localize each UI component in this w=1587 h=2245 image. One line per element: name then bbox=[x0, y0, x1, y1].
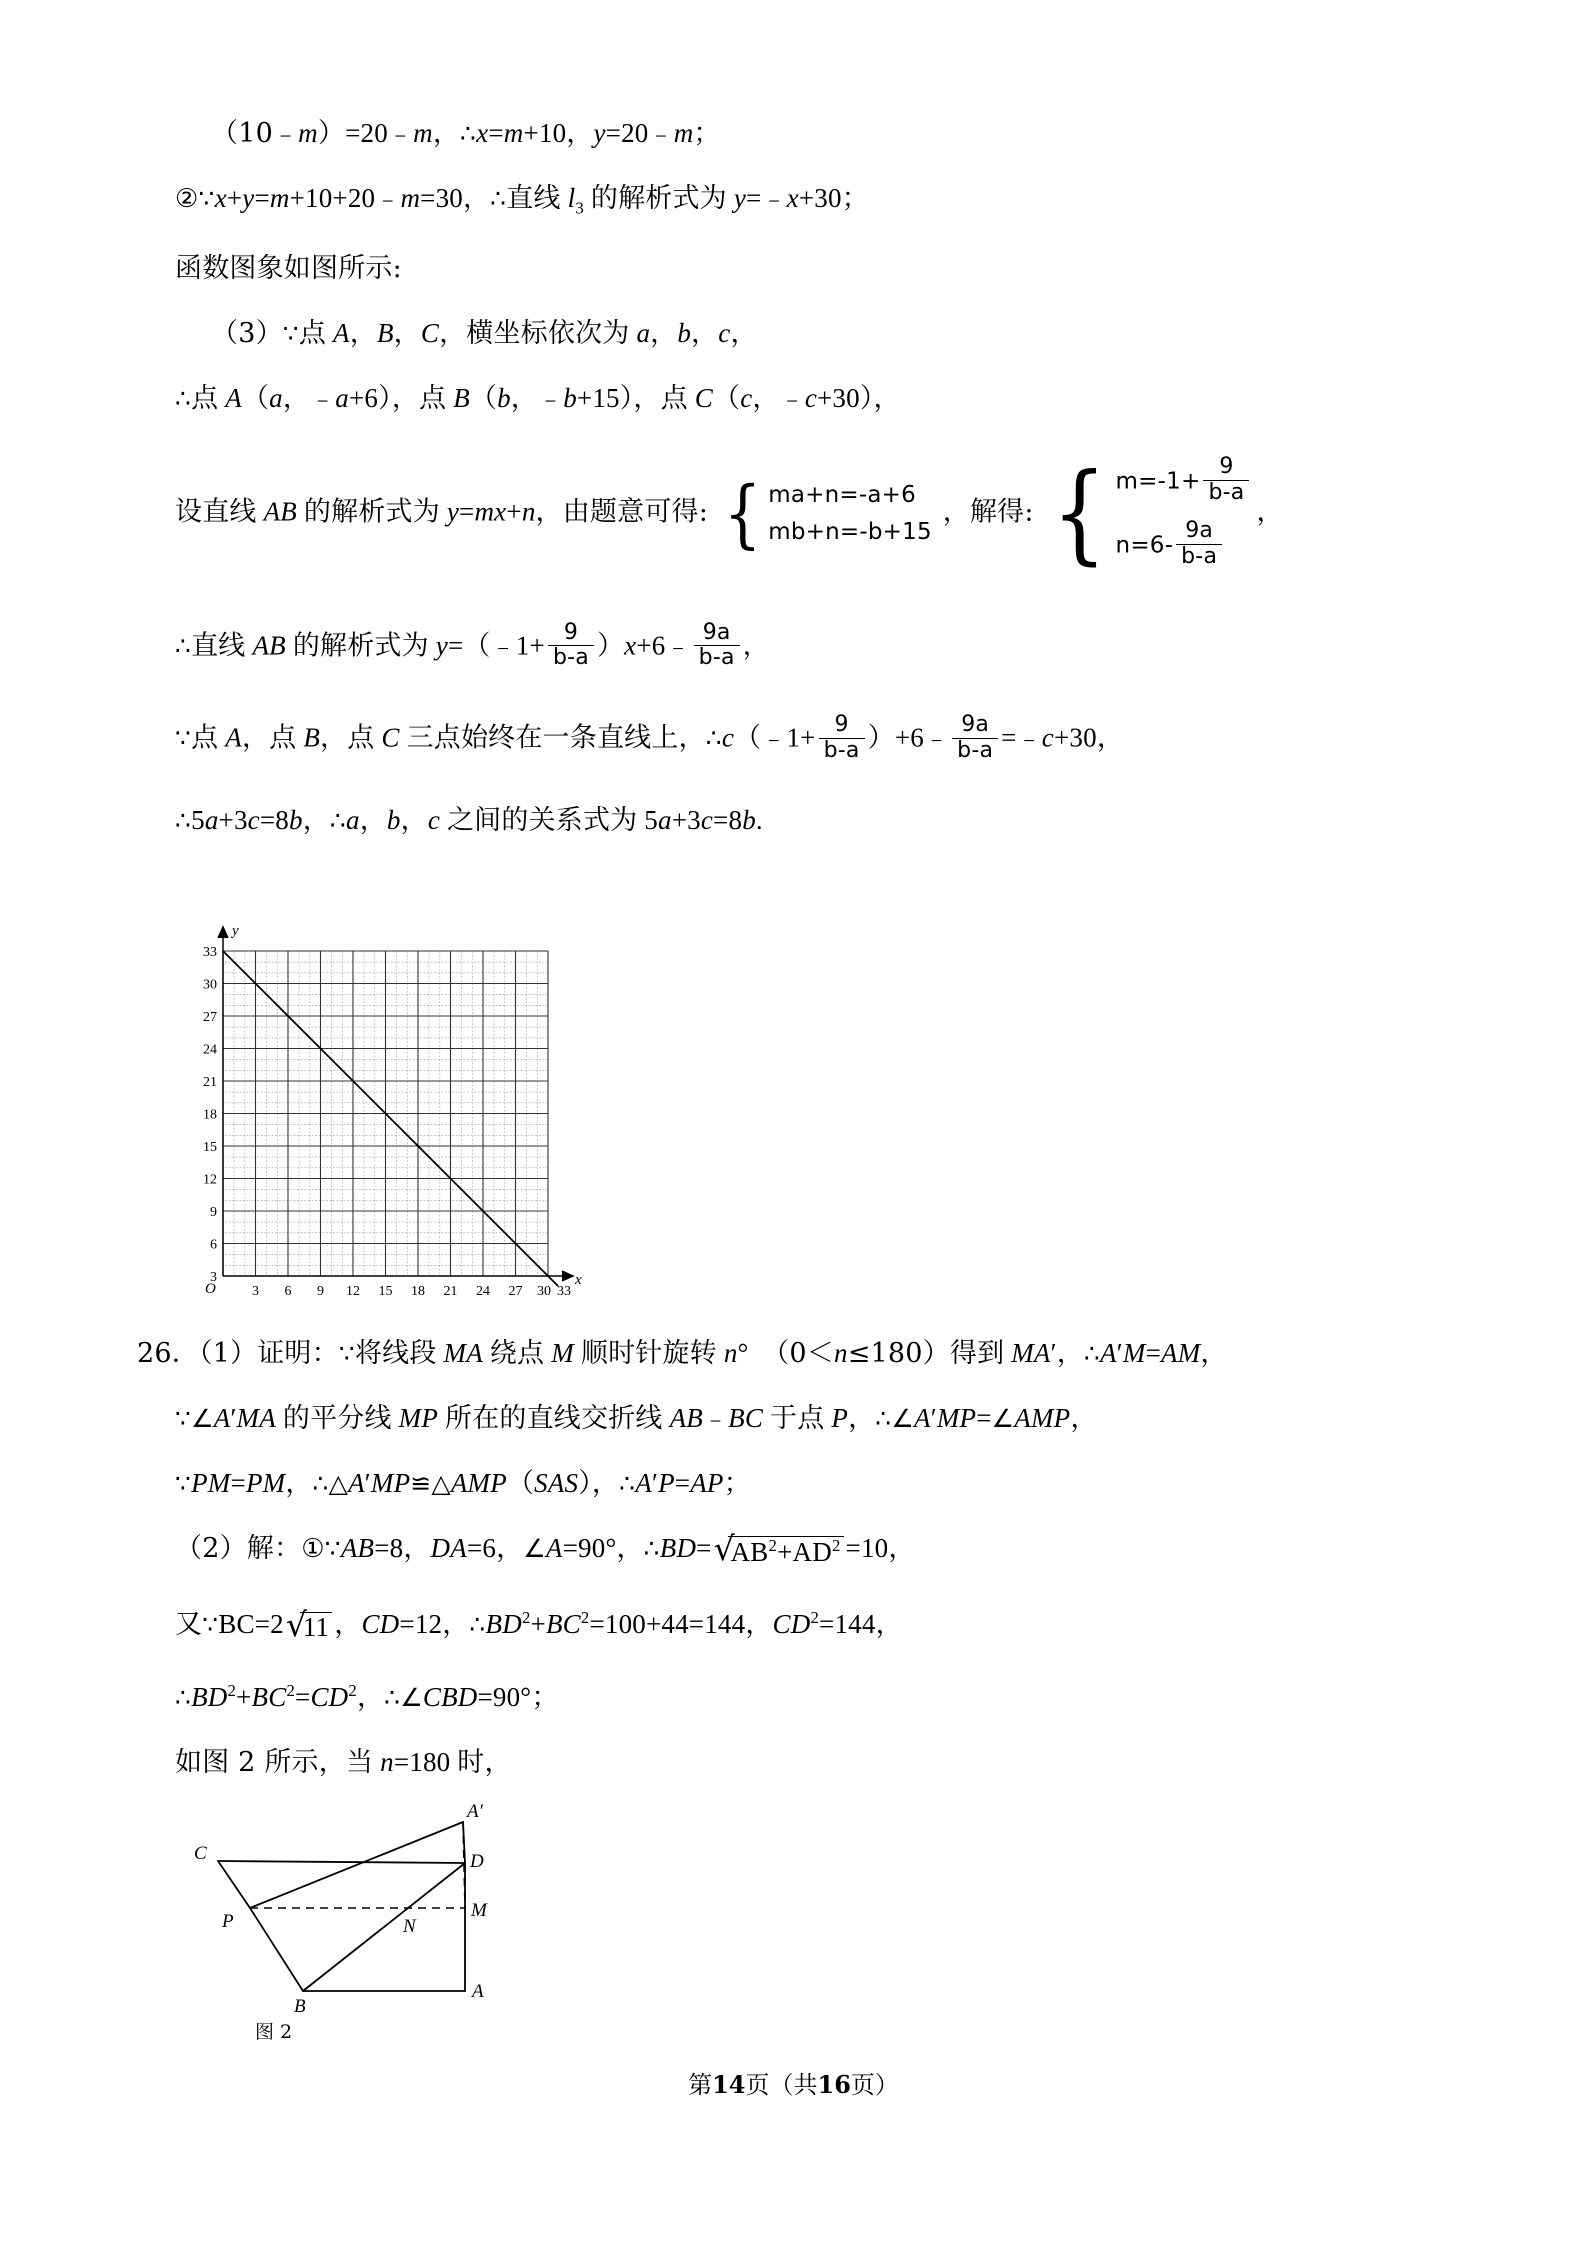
figure-2-caption: 图 2 bbox=[255, 2021, 293, 2043]
svg-text:27: 27 bbox=[203, 1010, 217, 1025]
fraction: $\frac{9a}{b-a}$ bbox=[952, 713, 998, 763]
figure-2-labels bbox=[194, 1801, 488, 2017]
equation-system-1 bbox=[719, 471, 932, 558]
page-footer bbox=[0, 2065, 1587, 2100]
svg-text:15: 15 bbox=[203, 1140, 217, 1155]
svg-text:9: 9 bbox=[210, 1205, 217, 1220]
sys1-row-1: ma+n=-a+6 bbox=[768, 482, 916, 509]
figure-2-lines bbox=[218, 1822, 465, 1991]
footer-page-number: 14 bbox=[712, 2070, 746, 2099]
p25-line-9: ∴5a+3c=8b，∴a，b，c 之间的关系式为 5a+3c=8b. bbox=[175, 805, 763, 837]
p25-line-8: ∵点 A，点 B，点 C 三点始终在一条直线上，∴c（﹣1+ $\frac{9}{b-a}$ ）+6﹣ $\frac{9a}{b-a}$ =﹣c+30， bbox=[175, 711, 1125, 763]
label-D: D bbox=[470, 1851, 484, 1872]
svg-text:33: 33 bbox=[557, 1284, 571, 1299]
p25-line-6-mid: ，解得: bbox=[942, 496, 1034, 528]
svg-text:21: 21 bbox=[203, 1075, 217, 1090]
sys2-row-2: n=6- $\frac{9a}{b-a}$ bbox=[1116, 514, 1253, 578]
svg-text:18: 18 bbox=[203, 1107, 217, 1123]
p25-line-4: （3）∵点 A，B，C，横坐标依次为 a，b，c， bbox=[211, 318, 758, 350]
y-axis-arrow bbox=[218, 925, 228, 938]
x-axis-arrow bbox=[562, 1271, 575, 1281]
p25-line-5: ∴点 A（a，﹣a+6），点 B（b，﹣b+15），点 C（c，﹣c+30）， bbox=[175, 383, 901, 415]
x-axis-label: x bbox=[575, 1272, 582, 1288]
sys1-row-2: mb+n=-b+15 bbox=[768, 519, 932, 546]
function-graph-figure bbox=[175, 905, 595, 1325]
svg-text:24: 24 bbox=[476, 1284, 490, 1299]
svg-text:12: 12 bbox=[346, 1284, 360, 1299]
answer-body bbox=[175, 120, 1435, 872]
fraction: $\frac{9a}{b-a}$ bbox=[694, 621, 740, 671]
svg-text:3: 3 bbox=[252, 1284, 259, 1299]
figure-2-svg bbox=[160, 1775, 560, 2045]
p25-line-2: ②∵x+y=m+10+20﹣m=30，∴直线 $l_3$ 的解析式为 y=﹣x+30； bbox=[175, 183, 869, 218]
label-B: B bbox=[294, 1996, 306, 2017]
x-tick-labels bbox=[252, 1284, 571, 1299]
problem-26-body bbox=[137, 1338, 1435, 1814]
square-root: √ 11 bbox=[286, 1612, 332, 1641]
footer-total-pages: 16 bbox=[817, 2070, 851, 2099]
fraction: $\frac{9}{b-a}$ bbox=[548, 621, 594, 671]
left-brace-icon: { bbox=[723, 471, 762, 558]
footer-prefix: 第 bbox=[688, 2071, 713, 2099]
svg-text:27: 27 bbox=[508, 1284, 523, 1299]
p26-line-5: 又∵BC=2 √ 11 ，CD=12，$\therefore BD^2+BC^2=100+44=144$，$CD^2=144$， bbox=[175, 1610, 1435, 1641]
equation-system-2 bbox=[1045, 450, 1253, 579]
label-A-prime: A′ bbox=[467, 1801, 483, 1822]
y-axis-label: y bbox=[232, 923, 239, 939]
svg-text:9: 9 bbox=[317, 1284, 324, 1299]
fraction: $\frac{9a}{b-a}$ bbox=[1176, 519, 1222, 569]
fraction: $\frac{9}{b-a}$ bbox=[1203, 455, 1249, 505]
label-A: A bbox=[472, 1981, 484, 2002]
p26-line-4: （2）解：①∵AB=8，DA=6，∠A=90°，∴BD= √ $AB^2+AD^2 =10$， bbox=[175, 1535, 1435, 1566]
p25-line-3-text: 函数图象如图所示: bbox=[175, 253, 402, 285]
p25-line-1: （10﹣m）=20﹣m，∴x=m+10，y=20﹣m； bbox=[211, 118, 721, 149]
p26-line-2: ∵∠A′MA 的平分线 MP 所在的直线交折线 AB﹣BC 于点 P，∴∠A′MP=∠AMP， bbox=[175, 1403, 1098, 1434]
svg-text:3: 3 bbox=[210, 1270, 217, 1285]
footer-mid: 页（共 bbox=[745, 2071, 818, 2099]
svg-text:6: 6 bbox=[210, 1237, 217, 1253]
p25-line-3 bbox=[175, 253, 1435, 285]
footer-suffix: 页） bbox=[850, 2071, 899, 2099]
svg-text:21: 21 bbox=[443, 1284, 458, 1299]
figure-2 bbox=[160, 1775, 560, 2045]
p25-line-6-tail: ， bbox=[1256, 496, 1284, 528]
label-N: N bbox=[403, 1916, 416, 1937]
p26-line-7: 如图 2 所示，当 n=180 时， bbox=[175, 1747, 512, 1779]
label-M: M bbox=[471, 1900, 487, 1921]
left-brace-icon: { bbox=[1051, 451, 1107, 577]
fraction: $\frac{9}{b-a}$ bbox=[819, 713, 865, 763]
square-root: √ $AB^2+AD^2$ bbox=[714, 1536, 844, 1566]
svg-text:30: 30 bbox=[203, 977, 217, 993]
p26-line-6: $\therefore BD^2+BC^2=CD^2$，∴∠CBD=90°； bbox=[175, 1681, 559, 1714]
svg-text:15: 15 bbox=[378, 1284, 393, 1299]
svg-text:30: 30 bbox=[537, 1284, 551, 1299]
svg-text:24: 24 bbox=[203, 1042, 217, 1058]
svg-text:33: 33 bbox=[203, 945, 217, 960]
circled-2-marker: ② bbox=[175, 184, 199, 214]
graph-svg bbox=[175, 905, 595, 1325]
sys2-row-1: m=-1+ $\frac{9}{b-a}$ bbox=[1116, 450, 1253, 514]
p26-line-3: ∵PM=PM，∴△A′MP≌△AMP（SAS），∴A′P=AP； bbox=[175, 1468, 751, 1499]
label-C: C bbox=[194, 1843, 207, 1864]
p25-line-6-system: 设直线 AB 的解析式为 y=mx+n，由题意可得: { ma+n=-a+6 mb+n=-b+15 ，解得: { m=-1+ $\frac{9}{b-a}$ n=6- $\frac{9a}{b-a}$ ， bbox=[175, 450, 1435, 579]
origin-label: O bbox=[205, 1281, 216, 1297]
label-P: P bbox=[222, 1911, 234, 1932]
svg-text:6: 6 bbox=[284, 1284, 292, 1299]
p25-line-7: ∴直线 AB 的解析式为 y=（﹣1+ $\frac{9}{b-a}$ ）x+6﹣ $\frac{9a}{b-a}$ ， bbox=[175, 619, 770, 671]
svg-text:12: 12 bbox=[203, 1172, 217, 1188]
svg-text:18: 18 bbox=[411, 1284, 425, 1299]
p26-line-1: 26．（1）证明：∵将线段 MA 绕点 M 顺时针旋转 n° （0＜n≤180）得到 MA′，∴A′M=AM， bbox=[137, 1338, 1228, 1369]
y-tick-labels bbox=[203, 945, 217, 1285]
